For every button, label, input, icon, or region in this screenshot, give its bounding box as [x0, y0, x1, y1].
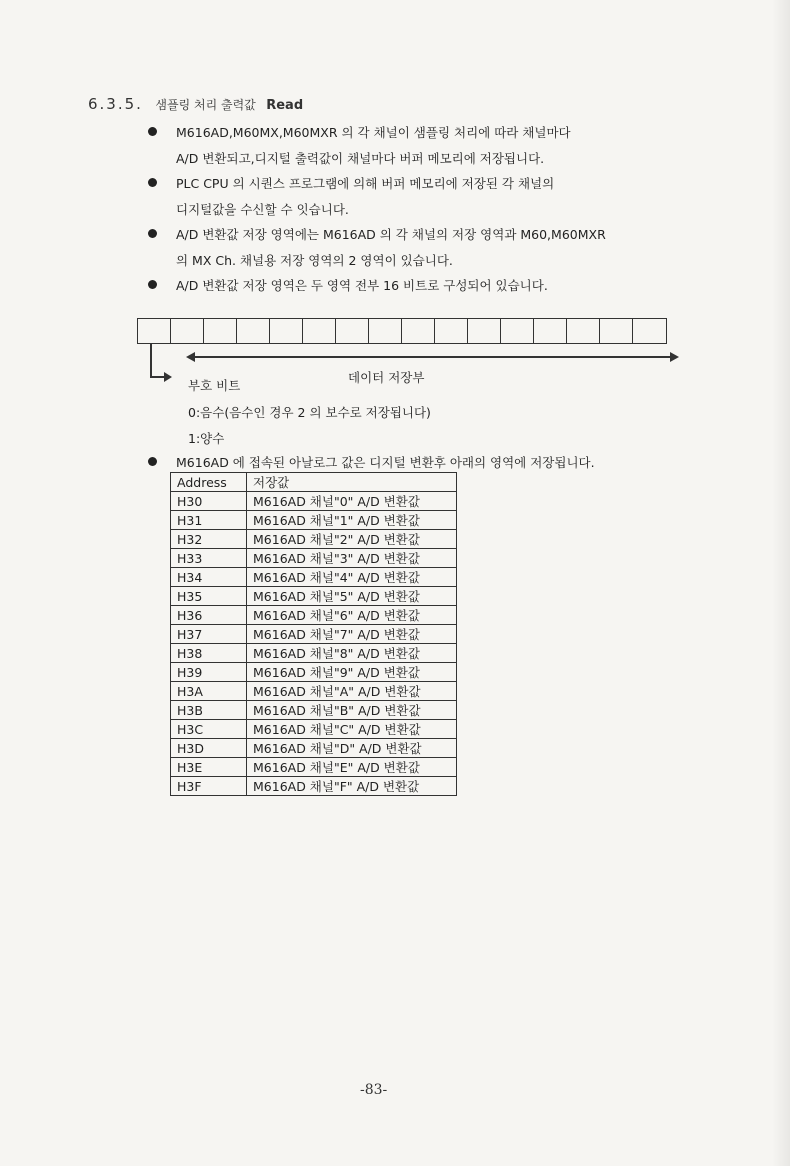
table-row [171, 701, 457, 720]
address-cell: H39 [171, 663, 247, 682]
bullet-3-line-1: A/D 변환값 저장 영역에는 M616AD 의 각 채널의 저장 영역과 M60,M60MXR [176, 227, 606, 242]
address-cell: H36 [171, 606, 247, 625]
table-row [171, 568, 457, 587]
address-cell: H38 [171, 644, 247, 663]
column-header-address: Address [171, 473, 247, 492]
data-storage-label: 데이터 저장부 [348, 370, 425, 385]
bullet-icon [148, 280, 157, 289]
address-cell: H32 [171, 530, 247, 549]
page-edge-shadow [772, 0, 790, 1166]
table-row [171, 663, 457, 682]
positive-note: 1:양수 [188, 431, 225, 446]
table-row [171, 682, 457, 701]
table-row [171, 739, 457, 758]
table-row [171, 511, 457, 530]
table-row [171, 587, 457, 606]
address-cell: H3B [171, 701, 247, 720]
value-cell: M616AD 채널"F" A/D 변환값 [247, 777, 457, 796]
negative-note: 0:음수(음수인 경우 2 의 보수로 저장됩니다) [188, 405, 431, 420]
bit-cell [435, 319, 468, 343]
bit-cell [270, 319, 303, 343]
value-cell: M616AD 채널"2" A/D 변환값 [247, 530, 457, 549]
table-row [171, 758, 457, 777]
value-cell: M616AD 채널"0" A/D 변환값 [247, 492, 457, 511]
bit-cell [171, 319, 204, 343]
bit-cell [237, 319, 270, 343]
arrow-right-icon [164, 372, 172, 382]
bullet-icon [148, 127, 157, 136]
bit-cell [600, 319, 633, 343]
bit-cell [402, 319, 435, 343]
table-row [171, 625, 457, 644]
bullet-icon [148, 457, 157, 466]
address-cell: H35 [171, 587, 247, 606]
table-intro: M616AD 에 접속된 아날로그 값은 디지털 변환후 아래의 영역에 저장됩니다. [176, 455, 595, 470]
bit-cell [534, 319, 567, 343]
column-header-stored-value: 저장값 [247, 473, 457, 492]
value-cell: M616AD 채널"8" A/D 변환값 [247, 644, 457, 663]
address-cell: H3A [171, 682, 247, 701]
sign-bit-label: 부호 비트 [188, 378, 241, 393]
bullet-2-line-2: 디지털값을 수신할 수 잇습니다. [176, 202, 349, 217]
address-cell: H3D [171, 739, 247, 758]
sign-bit-pointer [150, 343, 152, 377]
bullet-1-line-1: M616AD,M60MX,M60MXR 의 각 채널이 샘플링 처리에 따라 채널마다 [176, 125, 571, 140]
bit-cell [204, 319, 237, 343]
value-cell: M616AD 채널"5" A/D 변환값 [247, 587, 457, 606]
table-row [171, 549, 457, 568]
table-row [171, 644, 457, 663]
address-cell: H3C [171, 720, 247, 739]
address-cell: H37 [171, 625, 247, 644]
value-cell: M616AD 채널"A" A/D 변환값 [247, 682, 457, 701]
table-row [171, 777, 457, 796]
bullet-icon [148, 229, 157, 238]
table-header-row [171, 473, 457, 492]
value-cell: M616AD 채널"9" A/D 변환값 [247, 663, 457, 682]
bit-cell [369, 319, 402, 343]
section-heading [88, 95, 303, 113]
table-row [171, 530, 457, 549]
address-cell: H30 [171, 492, 247, 511]
bit-cell [633, 319, 666, 343]
bullet-4-line-1: A/D 변환값 저장 영역은 두 영역 전부 16 비트로 구성되어 있습니다. [176, 278, 548, 293]
table-row [171, 492, 457, 511]
value-cell: M616AD 채널"4" A/D 변환값 [247, 568, 457, 587]
value-cell: M616AD 채널"E" A/D 변환값 [247, 758, 457, 777]
bit-cell [138, 319, 171, 343]
bullet-3-line-2: 의 MX Ch. 채널용 저장 영역의 2 영역이 있습니다. [176, 253, 453, 268]
table-row [171, 720, 457, 739]
value-cell: M616AD 채널"C" A/D 변환값 [247, 720, 457, 739]
section-number: 6.3.5. [88, 95, 143, 113]
value-cell: M616AD 채널"D" A/D 변환값 [247, 739, 457, 758]
bit-cell [567, 319, 600, 343]
address-cell: H33 [171, 549, 247, 568]
bit-register-diagram [137, 318, 667, 344]
value-cell: M616AD 채널"6" A/D 변환값 [247, 606, 457, 625]
page-number: -83- [360, 1082, 388, 1098]
bullet-icon [148, 178, 157, 187]
arrow-right-icon [670, 352, 679, 362]
value-cell: M616AD 채널"1" A/D 변환값 [247, 511, 457, 530]
address-cell: H3E [171, 758, 247, 777]
address-cell: H31 [171, 511, 247, 530]
section-title-en: Read [266, 98, 304, 113]
address-cell: H34 [171, 568, 247, 587]
bit-cell [501, 319, 534, 343]
value-cell: M616AD 채널"3" A/D 변환값 [247, 549, 457, 568]
bullet-1-line-2: A/D 변환되고,디지털 출력값이 채널마다 버퍼 메모리에 저장됩니다. [176, 151, 545, 166]
data-range-arrow [192, 356, 670, 358]
bit-cell [303, 319, 336, 343]
bit-cell [468, 319, 501, 343]
bullet-2-line-1: PLC CPU 의 시퀀스 프로그램에 의해 버퍼 메모리에 저장된 각 채널의 [176, 176, 555, 191]
value-cell: M616AD 채널"7" A/D 변환값 [247, 625, 457, 644]
address-cell: H3F [171, 777, 247, 796]
section-title-ko: 샘플링 처리 출력값 [155, 98, 256, 112]
value-cell: M616AD 채널"B" A/D 변환값 [247, 701, 457, 720]
address-table [170, 472, 457, 796]
bit-cell [336, 319, 369, 343]
table-row [171, 606, 457, 625]
